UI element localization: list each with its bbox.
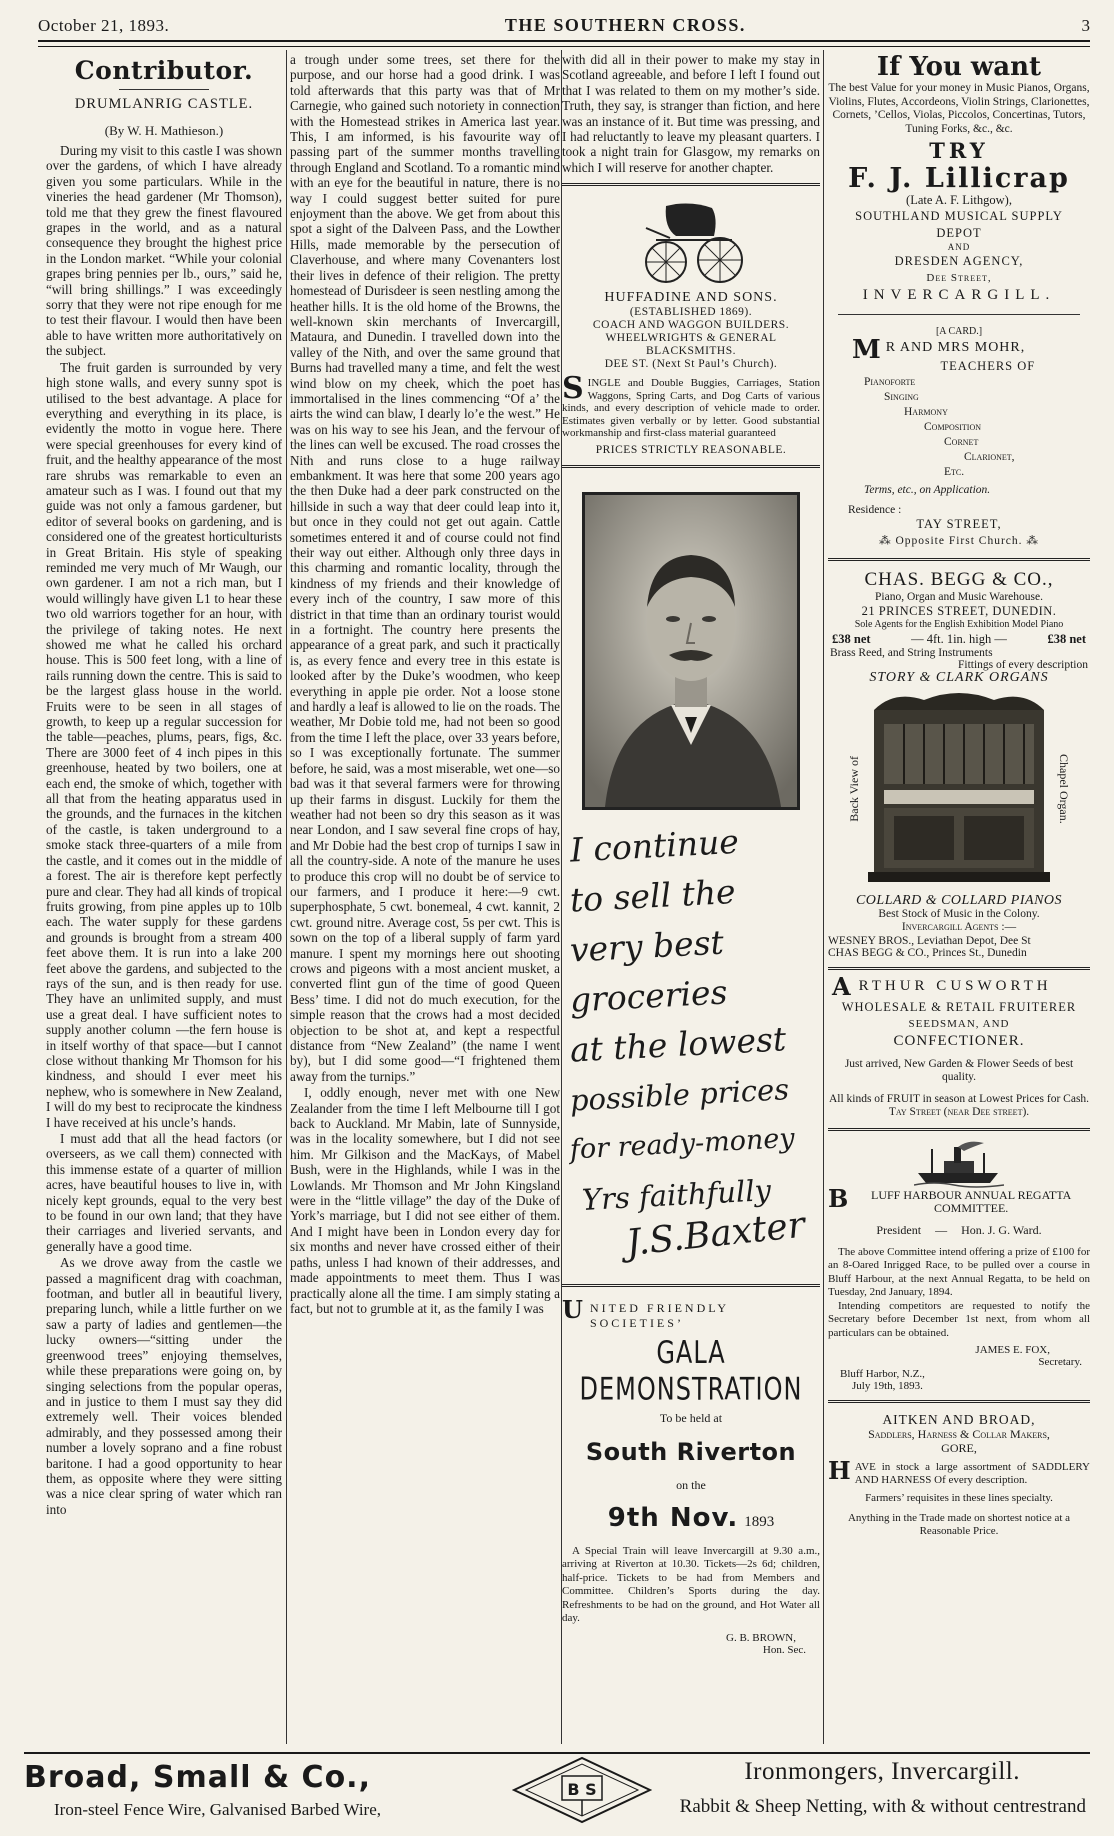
begg-line: Best Stock of Music in the Colony. <box>878 907 1040 920</box>
regatta-president: Hon. J. G. Ward. <box>961 1222 1042 1237</box>
masthead-rule <box>38 46 1090 47</box>
drop-capital: A <box>832 971 855 1001</box>
baxter-advert <box>562 465 820 1287</box>
gala-signer-title: Hon. Sec. <box>762 1643 806 1656</box>
cusworth-line: Just arrived, New Garden & Flower Seeds of best quality. <box>844 1057 1074 1083</box>
regatta-place: Bluff Harbor, N.Z., <box>840 1368 925 1380</box>
huffadine-body <box>562 371 820 440</box>
cusworth-line: CONFECTIONER. <box>893 1032 1025 1049</box>
huffadine-established: (ESTABLISHED 1869). <box>629 306 753 319</box>
article-title: DRUMLANRIG CASTLE. <box>74 96 254 112</box>
paragraph: The fruit garden is surrounded by very high stone walls, and every sunny spot is utilised to the best advantage. A place for everything and everything in its place, is evidently the motto in vogue here. There were special greenhouses for every kind of fruit, and the healthy appearance of the most rare shrubs was remarkable to even an amateur such as I was. I found out that my guide was not only a famous gardener, but editor of several books on gardening, and is considered one of the greatest horticulturists in Great Britain. His style of speaking reminded me very much of Mr Waugh, our own gardener. I am not a rich man, but I would willingly have given L1 to hear these two old warriors together for an hour, with the privilege of taking notes. He next showed me what he called his orchard house. This is 500 feet long, with a line of rails running down the centre. This is said to be the largest glass house in the world. Fruits were to be seen in all stages of growth, to keep up a regular succession for the table—peaches, plums, pears, figs, &c. There are 3000 feet of 4 inch pipes in this greenhouse, heated by two boilers, one at each end, the smoke of which, together with all that from the heating apparatus used in the grounds, and the furnaces in the kitchen of the castle, is taken underground to a smoke stack three-quarters of a mile from the castle, and it comes out in the middle of a forest. The air is therefore kept perfectly pure and clear. They had all kinds of tropical fruits growing, from pine apples up to 10lb each. The water supply for these gardens and grounds is brought from a stream 400 feet above them. It is run into a lake 200 feet above the gardens, and subjected to the rays of the sun, and is then ready for use. They have an unlimited supply, and must use a great deal. I have sufficient notes to supply another column —the fern house is in itself worthy of that space—but I cannot close without thanking Mr Thomson for his kindness, and should I ever meet his nephew, who is somewhere in New Zealand, I will do my best to reciprocate the kindness I have received at his uncle’s hands. <box>46 359 282 1130</box>
script-line: Yrs faithfully <box>581 1172 772 1217</box>
lillicrap-line: DRESDEN AGENCY, <box>894 253 1024 268</box>
column-2 <box>290 52 560 1742</box>
newspaper-title: THE SOUTHERN CROSS. <box>504 15 746 35</box>
regatta-signer-title: Secretary. <box>1038 1356 1082 1368</box>
divider <box>828 1400 1090 1403</box>
aitken-name: AITKEN AND BROAD, <box>882 1412 1036 1427</box>
gala-title: GALA DEMONSTRATION <box>579 1334 803 1408</box>
begg-price-row <box>828 632 1090 647</box>
lillicrap-town: INVERCARGILL. <box>862 286 1056 303</box>
gala-place: South Riverton <box>585 1437 797 1466</box>
article-byline: (By W. H. Mathieson.) <box>104 123 224 138</box>
article-body-col1 <box>46 143 282 1517</box>
mohr-teachers: TEACHERS OF <box>940 359 1036 373</box>
column-rule <box>286 50 287 1744</box>
lillicrap-try: TRY <box>929 138 989 163</box>
cusworth-name: RTHUR CUSWORTH <box>858 977 1052 994</box>
huffadine-line: WHEELWRIGHTS & GENERAL <box>605 332 777 345</box>
divider <box>828 1128 1090 1131</box>
mohr-terms: Terms, etc., on Application. <box>864 484 991 496</box>
column-1 <box>46 52 282 1742</box>
huffadine-advert <box>562 183 820 457</box>
huffadine-address: DEE ST. (Next St Paul’s Church). <box>604 358 778 371</box>
begg-line: Fittings of every description <box>958 658 1088 671</box>
mohr-name: R AND MRS MOHR, <box>885 340 1026 355</box>
begg-pianos: COLLARD & COLLARD PIANOS <box>855 893 1063 908</box>
mohr-advert <box>828 325 1090 551</box>
begg-name: CHAS. BEGG & CO., <box>864 569 1054 590</box>
lillicrap-and: AND <box>947 241 971 252</box>
cusworth-name-line <box>828 971 1090 1001</box>
buggy-illustration <box>562 198 820 284</box>
issue-date: October 21, 1893. <box>38 16 170 35</box>
footer-rule <box>24 1752 1090 1754</box>
regatta-body: Intending competitors are requested to notify the Secretary before December 1st next, from whom all particulars can be obtained. <box>828 1299 1090 1339</box>
script-line: very best <box>568 922 725 970</box>
paragraph: As we drove away from the castle we passed a magnificent drag with coachman, footman, and butler all in beautiful livery, preparing lunch, while a little further on we saw a party of ladies and gentlemen—the lucky owners—“sitting under the greenwood trees” enjoying themselves, while these preparations were going on, by singing selections from the popular operas, and in justice to them I must say they did extremely well. Their voices blended admirably, and they possessed among their number a lovely soprano and a fine robust baritone. I had a good opportunity to hear them, as opposite where they were sitting was a nice clear spring of water which ran into <box>46 1255 282 1517</box>
gala-body: A Special Train will leave Invercargill at 9.30 a.m., arriving at Riverton at 10.30. Tickets—2s 6d; children, half-price. Tickets to be had from Members and Committee. Children’s Sports during the day. Refreshments to be had on the ground, and Hot Water all day. <box>562 1544 820 1625</box>
drop-capital: B <box>828 1183 849 1213</box>
article-body-col2 <box>290 52 560 1316</box>
drop-capital: H <box>828 1456 851 1485</box>
aitken-line: Saddlers, Harness & Collar Makers, <box>868 1427 1050 1441</box>
regatta-title: LUFF HARBOUR ANNUAL REGATTA COMMITTEE. <box>871 1187 1072 1215</box>
handwritten-advert <box>562 821 820 1287</box>
script-line: at the lowest <box>568 1019 788 1070</box>
begg-line: WESNEY BROS., Leviathan Depot, Dee St <box>828 934 1031 947</box>
article-body-col3 <box>562 52 820 175</box>
begg-organs: STORY & CLARK ORGANS <box>869 669 1049 685</box>
mohr-subjects <box>828 375 1090 480</box>
diamond-logo <box>512 1756 652 1824</box>
organ-left-caption: Back View of <box>847 756 861 822</box>
mohr-subject: Cornet <box>944 436 979 448</box>
mohr-card: [A CARD.] <box>935 325 983 337</box>
footer-left-sub: Iron-steel Fence Wire, Galvanised Barbed Wire, <box>54 1800 382 1819</box>
lillicrap-line: SOUTHLAND MUSICAL SUPPLY <box>855 208 1063 223</box>
mohr-name-line <box>828 335 1090 365</box>
price-left: £38 net <box>832 631 871 646</box>
divider <box>828 967 1090 970</box>
gala-head-text: NITED FRIENDLY SOCIETIES’ <box>589 1300 729 1330</box>
gala-date-year: 1893 <box>744 1513 775 1530</box>
lillicrap-name: F. J. Lillicrap <box>848 163 1070 194</box>
script-line: for ready-money <box>569 1122 796 1166</box>
cusworth-line: SEEDSMAN, AND <box>908 1017 1010 1030</box>
mohr-subject: Harmony <box>904 406 948 418</box>
mohr-residence-label: Residence : <box>848 504 902 516</box>
footer-right-title: Ironmongers, Invercargill. <box>744 1758 1020 1785</box>
begg-line: Sole Agents for the English Exhibition Model Piano <box>854 619 1064 630</box>
begg-line: CHAS BEGG & CO., Princes St., Dunedin <box>828 946 1027 959</box>
divider <box>828 558 1090 561</box>
cusworth-line: Tay Street (near Dee street). <box>888 1106 1030 1118</box>
mohr-subject: Pianoforte <box>864 376 916 388</box>
aitken-line: GORE, <box>941 1440 977 1455</box>
script-line: groceries <box>568 972 729 1020</box>
drop-capital: M <box>852 335 882 365</box>
regatta-body: The above Committee intend offering a prize of £100 for an 8-Oared Inrigged Race, to be pulled over a course in Bluff Harbour, at the next Annual Regatta, to be held on Tuesday, 2nd January, 1894. <box>828 1245 1090 1298</box>
portrait-photograph <box>582 492 800 810</box>
cusworth-line: All kinds of FRUIT in season at Lowest Prices for Cash. <box>828 1092 1090 1105</box>
mohr-subject: Composition <box>924 421 982 433</box>
begg-advert <box>828 569 1090 959</box>
footer-left-title: Broad, Small & Co., <box>24 1760 371 1795</box>
regatta-president-row: President — Hon. J. G. Ward. <box>876 1222 1042 1237</box>
logo-text: B S <box>567 1780 597 1799</box>
divider <box>838 314 1080 315</box>
regatta-date: July 19th, 1893. <box>852 1380 923 1392</box>
begg-line: Invercargill Agents :— <box>901 921 1017 933</box>
paragraph: with did all in their power to make my stay in Scotland agreeable, and before I left I found out that I was related to them on my mother’s side. Truth, they say, is stranger than fiction, and here was an instance of it. But time was pressing, and I had reluctantly to leave my pleasant quarters. I took a night train for Glasgow, my remarks on which I will reserve for another chapter. <box>562 52 820 175</box>
script-line: to sell the <box>568 871 737 920</box>
drop-capital: S <box>562 371 584 407</box>
script-signature: J.S.Baxter <box>624 1204 807 1264</box>
lillicrap-street: Dee Street, <box>926 271 992 284</box>
steamship-illustration <box>828 1139 1090 1189</box>
gala-signer: G. B. BROWN, <box>726 1631 796 1644</box>
ornament-rule <box>119 89 209 90</box>
regatta-president-label: President <box>876 1222 922 1237</box>
regatta-signer: JAMES E. FOX, <box>975 1344 1050 1356</box>
mohr-residence: TAY STREET, <box>916 517 1002 531</box>
gala-to-be-held: To be held at <box>659 1410 723 1425</box>
paragraph: a trough under some trees, set there for the purpose, and our horse had a good drink. I was told afterwards that this party was that of Mr Carnegie, who gained such notoriety in connection with the Homestead strikes in America last year. This, I am informed, is his favourite way of passing part of the summer months travelling through England and Scotland. To a romantic mind with an eye for the beautiful in nature, there is no way I could suggest better suited for pure enjoyment than the above. We get from about this spot a sight of the Dalveen Pass, and the Lowther Hills, made memorable by the persecution of Claverhouse, and where many Covenanters lost their lives in defence of their religion. The pretty homestead of Durisdeer is seen nestling among the heather hills. It is the old home of the Browns, the well-known skin merchants of Invercargill, Mataura, and Dunedin. I travelled down into the valley of the Nith, and over the same ground that Burns had travelled many a time, and felt the west wind blow on my cheek, which the poet has immortalised in the lines commencing “Of a’ the airts the wind can blaw, I dearly lo’e the west.” He was on his way to see his Jean, and the fervour of the lines can well be excused. The road crosses the Nith and runs close to a huge railway embankment. It was here that some 200 years ago the then Duke had a deer park constructed on the hillside in such a way that deer could leap into it, but once in they could not get out again. Cattle sometimes entered it and of course could not find their way out either. Although only three days in this charming and romantic locality, through the kindness of my friends and their knowledge of every inch of the country, I saw more of this district in that time than an ordinary tourist would in a fortnight. The country here presents the appearance of a great park, and such it practically is, as every fence and every tree in this estate is looked after by the Duke’s woodmen, who keep everything in apple pie order. Not a loose stone and hardly a leaf is allowed to lie on the roads. The weather, Mr Dobie told me, had not been so good from the time I left the place, over 33 years before, so I was exceptionally fortunate. The summer before, he said, was a most miserable, wet one—so bad was it that several farmers were for throwing up their farms in disgust. Luckily for them the weather had not been so dry this season as it was near London, and I saw several fine crops of hay, and Mr Dobie had the best crop of turnips I saw in all the country-side. A note of the manure he uses to produce this crop will no doubt be of service to our farmers, and I produce it here:—9 cwt. superphosphate, 5 cwt. bonemeal, 4 cwt. kannit, 2 cwt. ground nitre. Average cost, 5s per cwt. This is sown on the top of a liberal supply of farm yard manure. I spent my mornings here out shooting crows and pigeons with a most ancient musket, a converted flint gun of the time of good Queen Bess’ time. I did not do much execution, for the simple reason that the crows had a most decided objection to be shot at, and kept a respectful distance from “New Zealand” (the name I went by), but I did some good—“I frightened them away from the turnips.” <box>290 52 560 1084</box>
lillicrap-text: The best Value for your money in Music Pianos, Organs, Violins, Flutes, Accordeons, Violin Strings, Clarionettes, Cornets, ’Cellos, Violas, Piccolos, Concertinas, Tutors, Tuning Forks, &c., &c. <box>828 82 1090 135</box>
organ-illustration <box>864 690 1054 888</box>
huffadine-body-text: INGLE and Double Buggies, Carriages, Station Waggons, Spring Carts, and Dog Carts of various kinds, and every description of vehicle made to order. Estimates given verbally or by letter. Good substantial workmanship and first-class material guaranteed <box>562 377 820 440</box>
aitken-body-text: AVE in stock a large assortment of SADDLERY AND HARNESS Of every description. <box>854 1461 1090 1486</box>
begg-line: Piano, Organ and Music Warehouse. <box>875 591 1043 603</box>
aitken-advert <box>828 1411 1090 1539</box>
mohr-subject: Etc. <box>944 466 965 478</box>
column-rule <box>823 50 824 1744</box>
lillicrap-advert <box>828 52 1090 304</box>
lillicrap-head: If You want <box>876 52 1042 82</box>
aitken-line: Farmers’ requisites in these lines specialty. <box>865 1492 1053 1504</box>
aitken-body <box>828 1456 1090 1486</box>
footer-right-sub: Rabbit & Sheep Netting, with & without centrestrand <box>679 1796 1086 1817</box>
regatta-advert <box>828 1139 1090 1393</box>
aitken-line: Anything in the Trade made on shortest notice at a Reasonable Price. <box>847 1511 1071 1537</box>
mohr-opposite: ⁂ Opposite First Church. ⁂ <box>879 535 1039 547</box>
organ-right-caption: Chapel Organ. <box>1057 754 1071 824</box>
masthead <box>38 12 1090 42</box>
drop-capital: U <box>562 1294 586 1324</box>
begg-line: Brass Reed, and String Instruments <box>830 646 993 659</box>
paragraph: During my visit to this castle I was shown over the gardens, of which I have already given you some particulars. While in the vineries the head gardener (Mr Thomson), told me that they grew the finest flavoured grapes in the world, and as a natural consequence they brought the highest price in the London market. “While your colonial grapes bring pennies per lb., ours,” said he, “will bring shillings.” I was exceedingly sorry that they were not ripe enough for me to test their flavour. I would then have been able to have written more authoritatively on the subject. <box>46 143 282 359</box>
column-4 <box>828 52 1090 1742</box>
paragraph: I, oddly enough, never met with one New Zealander from the time I left Melbourne till I got back to Auckland. Mr Mabin, late of Sunnyside, was in the locality somewhere, but I did not see him. Mr Gilkison and the MacKays, of Mabel Bush, were in the Highlands, while I was in the Lowlands. Mr Thomson and Mr John Kingsland were in the “little village” the day of the Duke of York’s marriage, but I did not see either of them. And I might have been in London every day for six months and never have crossed either of their paths, unless I had known of their addresses, and made appointments to meet them. Thus I was practically alone all the time. I am simply stating a fact, but not to grumble at it, as the family I was <box>290 1085 560 1316</box>
paragraph: I must add that all the head factors (or overseers, as we call them) connected with this immense estate of a quarter of million acres, have beautiful houses to live in, with nicely kept grounds, equal to the very best to be found in our own land; that they have their carriages and liveried servants, and generally have a good time. <box>46 1131 282 1254</box>
script-line: I continue <box>568 821 740 870</box>
lillicrap-line: DEPOT <box>936 225 982 240</box>
lillicrap-late: (Late A. F. Lithgow), <box>906 193 1012 207</box>
cusworth-line: WHOLESALE & RETAIL FRUITERER <box>841 999 1077 1014</box>
huffadine-prices: PRICES STRICTLY REASONABLE. <box>595 443 787 456</box>
gala-head <box>562 1294 820 1331</box>
huffadine-line: COACH AND WAGGON BUILDERS. <box>592 319 790 332</box>
mohr-subject: Singing <box>884 391 919 403</box>
mohr-subject: Clarionet, <box>964 451 1015 463</box>
script-line: possible prices <box>569 1071 790 1118</box>
organ-illustration-row <box>828 690 1090 888</box>
gala-advert <box>562 1294 820 1656</box>
footer-advert <box>24 1756 1090 1824</box>
section-heading: Contributor. <box>74 56 254 85</box>
price-mid: — 4ft. 1in. high — <box>911 631 1007 646</box>
gala-date-day: 9th Nov. <box>607 1502 739 1533</box>
cusworth-advert <box>828 971 1090 1120</box>
regatta-title-line <box>828 1183 1090 1215</box>
huffadine-name: HUFFADINE AND SONS. <box>604 290 778 306</box>
column-3 <box>562 52 820 1742</box>
gala-date <box>562 1503 820 1533</box>
page-number: 3 <box>1081 16 1090 35</box>
huffadine-line: BLACKSMITHS. <box>645 345 737 358</box>
begg-address: 21 PRINCES STREET, DUNEDIN. <box>861 603 1057 618</box>
gala-on-the: on the <box>676 1477 706 1492</box>
price-right: £38 net <box>1047 631 1086 646</box>
